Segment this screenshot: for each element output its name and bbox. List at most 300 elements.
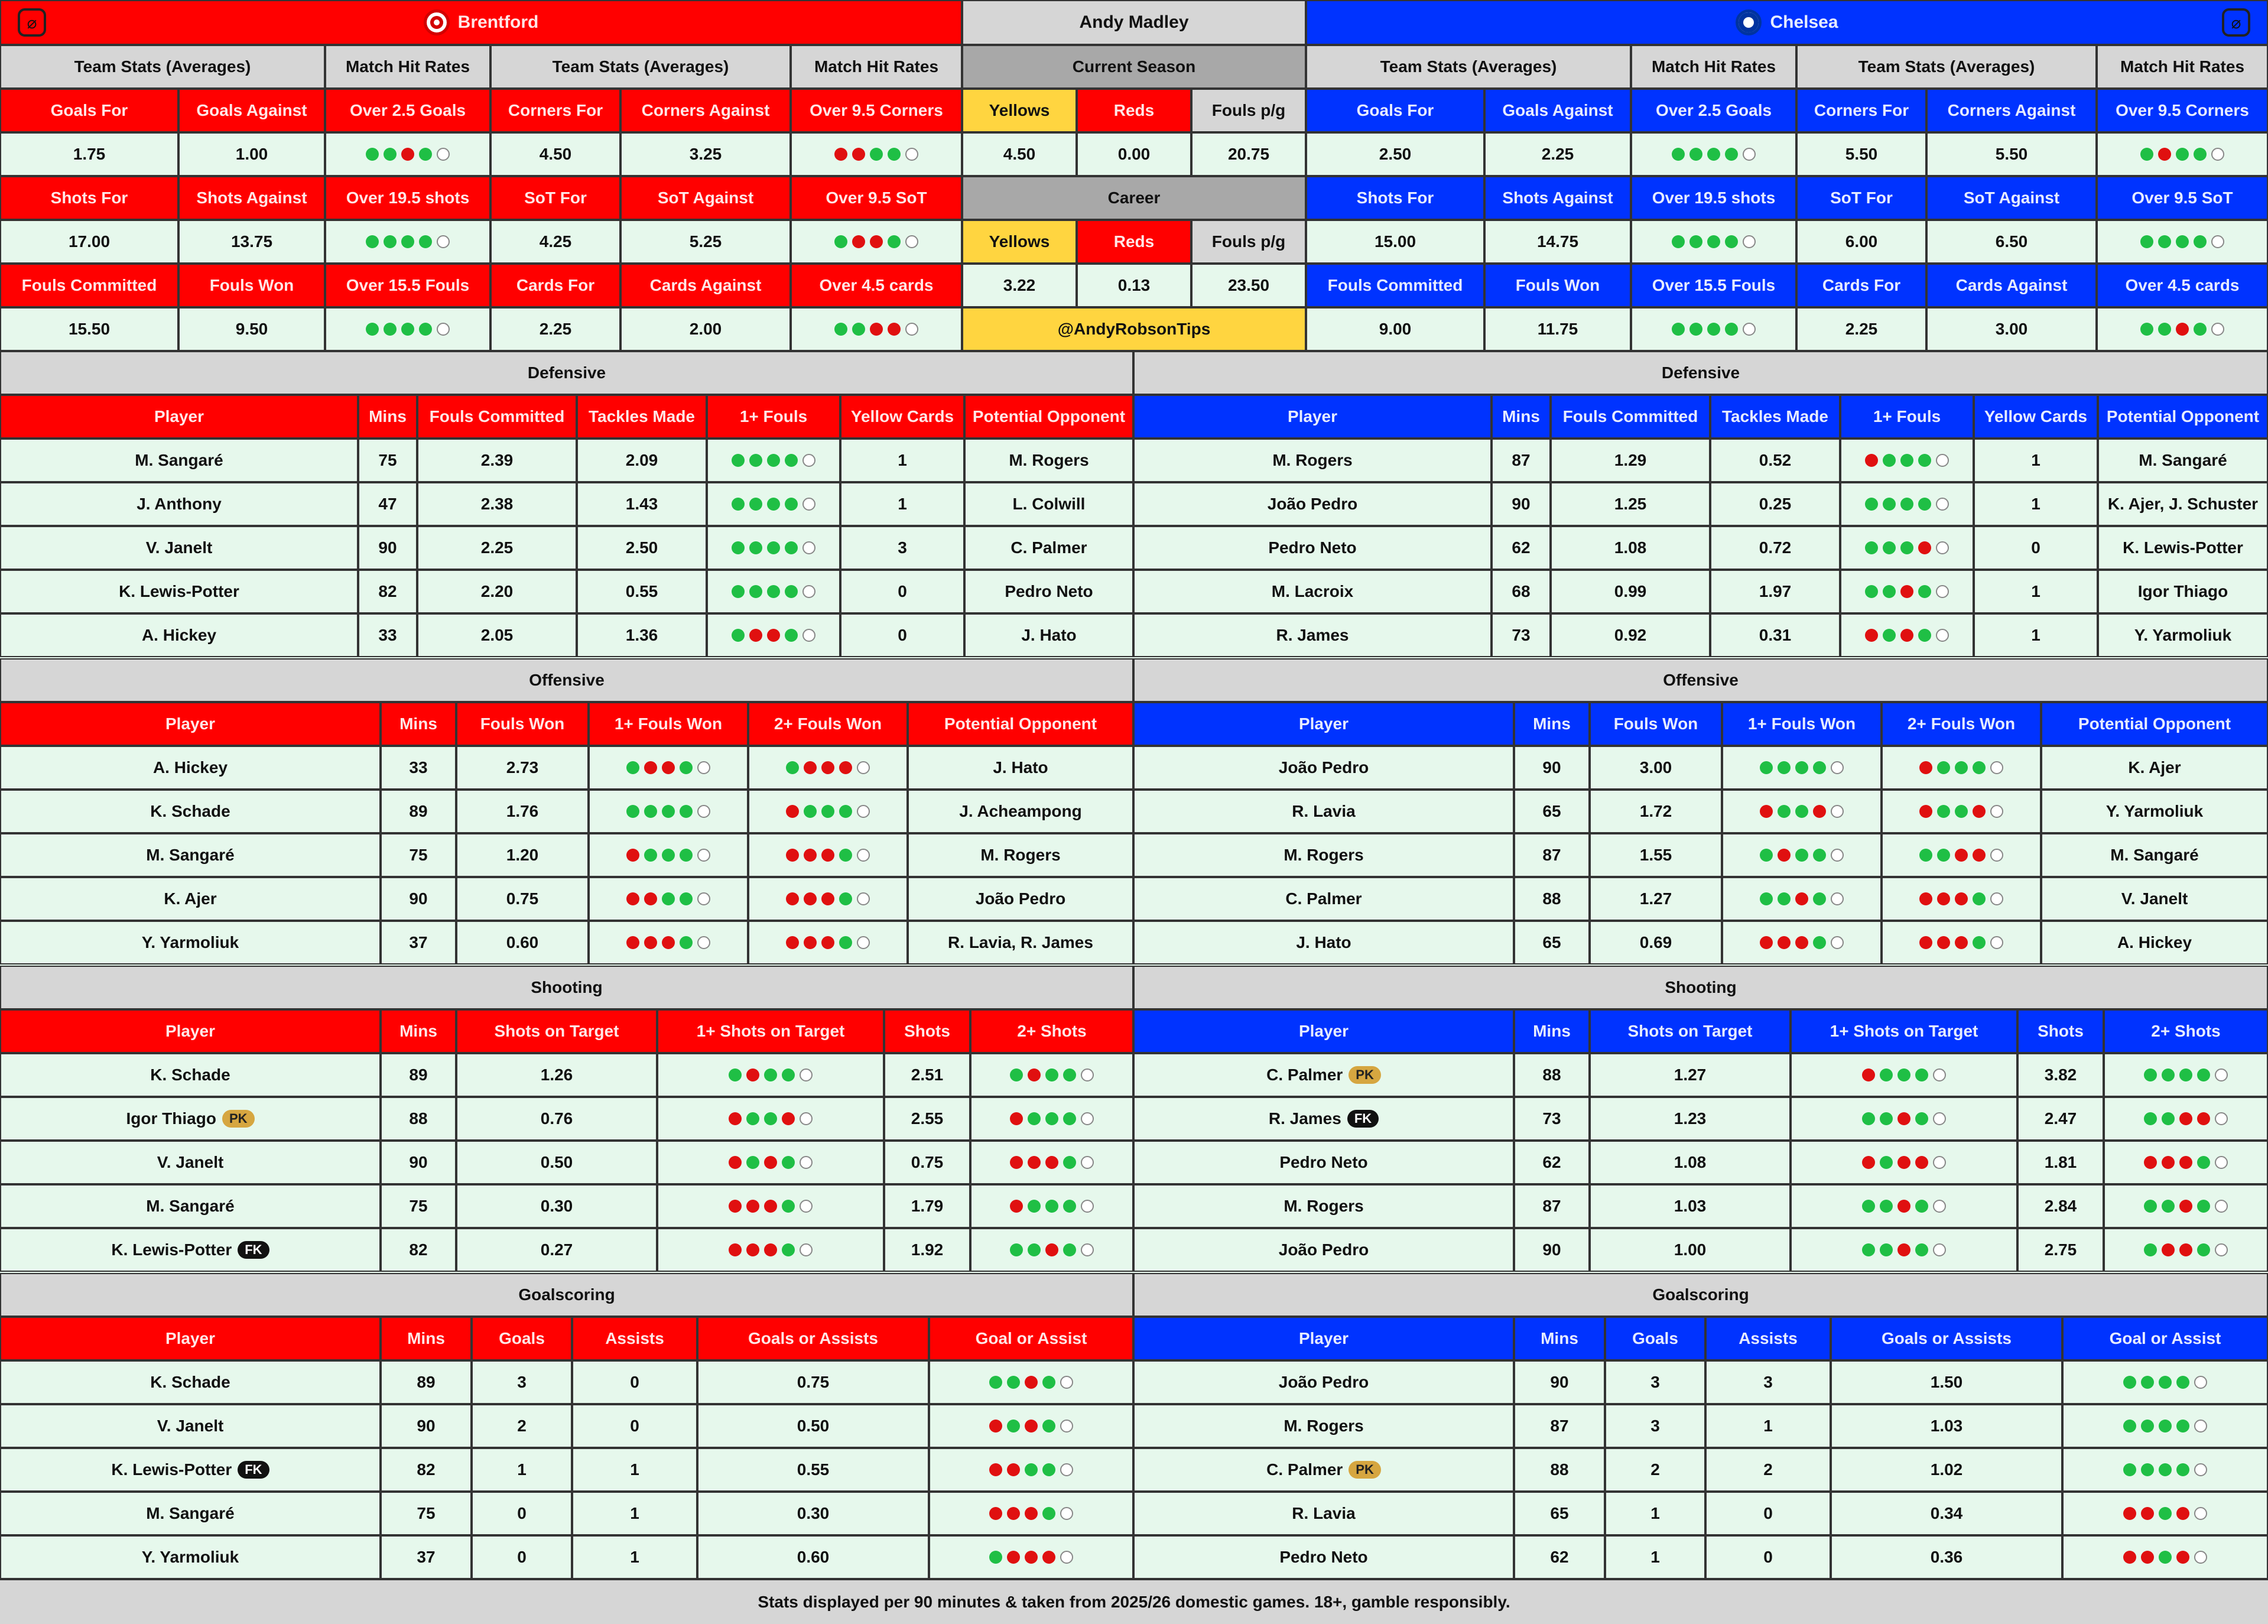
referee-fouls-label: Fouls p/g <box>1191 220 1306 264</box>
hit-dot <box>989 1376 1002 1389</box>
home-stat-header: Fouls Won <box>178 264 325 307</box>
away-stat-value: 5.50 <box>1926 132 2097 176</box>
home-stat-value: 2.25 <box>490 307 620 351</box>
hit-rate-cell <box>1791 1141 2017 1184</box>
hit-dot <box>680 805 693 818</box>
hit-rate-cell <box>748 833 908 877</box>
hit-dot <box>662 805 675 818</box>
hit-dot <box>1880 1112 1893 1125</box>
player-name: M. Sangaré <box>146 1197 235 1215</box>
home-column-header: 1+ Shots on Target <box>657 1009 884 1053</box>
stat-cell: Igor Thiago <box>2098 570 2268 613</box>
empty-dot <box>1990 892 2003 905</box>
penalty-taker-badge: PK <box>222 1110 255 1128</box>
empty-dot <box>1060 1463 1073 1476</box>
stat-cell: 75 <box>381 833 456 877</box>
hit-dot <box>644 849 657 862</box>
hit-rate-cell <box>589 921 748 964</box>
miss-dot <box>804 849 817 862</box>
away-column-header: Potential Opponent <box>2041 702 2268 746</box>
miss-dot <box>821 761 834 774</box>
hit-dot <box>2162 1200 2175 1213</box>
player-cell <box>1133 613 1492 657</box>
hit-dot <box>989 1551 1002 1564</box>
hit-dot <box>2144 1068 2157 1081</box>
miss-dot <box>989 1420 1002 1433</box>
player-name: Y. Yarmoliuk <box>141 933 239 951</box>
player-name: V. Janelt <box>145 538 213 557</box>
hit-rate-cell <box>1840 570 1974 613</box>
away-column-header: Yellow Cards <box>1974 395 2098 439</box>
miss-dot <box>644 761 657 774</box>
miss-dot <box>1025 1420 1038 1433</box>
stat-cell: 62 <box>1514 1535 1605 1579</box>
home-stat-value: 15.50 <box>0 307 178 351</box>
stat-cell: 87 <box>1514 1404 1605 1448</box>
hit-dot <box>662 892 675 905</box>
away-stat-header: Corners For <box>1796 89 1926 132</box>
chelsea-crest-icon <box>1736 9 1762 35</box>
player-name: M. Rogers <box>1284 1197 1364 1215</box>
away-hit-rate <box>1631 220 1796 264</box>
home-column-header: Shots <box>884 1009 970 1053</box>
empty-dot <box>1081 1243 1094 1256</box>
hit-dot <box>1883 585 1896 598</box>
hit-dot <box>680 892 693 905</box>
player-name: M. Sangaré <box>135 451 223 469</box>
miss-dot <box>1919 892 1932 905</box>
player-cell <box>0 877 381 921</box>
stat-cell: 0 <box>1974 526 2098 570</box>
player-cell <box>1133 1228 1514 1272</box>
stat-cell: Y. Yarmoliuk <box>2098 613 2268 657</box>
miss-dot <box>1937 936 1950 949</box>
hit-rate-cell <box>748 790 908 833</box>
empty-dot <box>800 1068 813 1081</box>
home-stat-value: 13.75 <box>178 220 325 264</box>
home-stat-value: 2.00 <box>620 307 791 351</box>
hit-dot <box>834 323 847 336</box>
home-stat-header: Shots For <box>0 176 178 220</box>
empty-dot <box>1936 498 1949 511</box>
stat-cell: 2.84 <box>2017 1184 2104 1228</box>
away-hit-rate <box>2097 307 2268 351</box>
player-cell <box>1133 1097 1514 1141</box>
home-hit-rate <box>325 220 490 264</box>
hit-dot <box>1672 148 1685 161</box>
stat-cell: J. Hato <box>964 613 1133 657</box>
home-column-header: Fouls Committed <box>417 395 577 439</box>
away-column-header: 2+ Shots <box>2104 1009 2268 1053</box>
empty-dot <box>1990 849 2003 862</box>
miss-dot <box>1973 849 1986 862</box>
miss-dot <box>1973 805 1986 818</box>
hit-rate-cell <box>929 1448 1133 1492</box>
hit-dot <box>680 936 693 949</box>
hit-dot <box>2194 148 2207 161</box>
stat-cell: L. Colwill <box>964 482 1133 526</box>
player-cell <box>1133 526 1492 570</box>
away-match-hit-rates-label: Match Hit Rates <box>2097 45 2268 89</box>
hit-rate-cell <box>2104 1053 2268 1097</box>
hit-dot <box>2141 1376 2154 1389</box>
miss-dot <box>662 936 675 949</box>
away-team-stats-label: Team Stats (Averages) <box>1306 45 1631 89</box>
hit-dot <box>2140 148 2153 161</box>
hit-dot <box>2158 235 2171 248</box>
stat-cell: 1.43 <box>577 482 707 526</box>
miss-dot <box>852 148 865 161</box>
miss-dot <box>1918 541 1931 554</box>
miss-dot <box>1010 1200 1023 1213</box>
away-column-header: Goals or Assists <box>1831 1317 2062 1360</box>
hit-dot <box>1063 1156 1076 1169</box>
miss-dot <box>1028 1068 1041 1081</box>
away-stat-header: SoT For <box>1796 176 1926 220</box>
miss-dot <box>1010 1156 1023 1169</box>
home-column-header: 1+ Fouls Won <box>589 702 748 746</box>
stat-cell: 90 <box>1514 1228 1590 1272</box>
current-season-label: Current Season <box>962 45 1306 89</box>
hit-dot <box>1813 761 1826 774</box>
home-stat-value: 9.50 <box>178 307 325 351</box>
stat-cell: 2.47 <box>2017 1097 2104 1141</box>
player-cell <box>1133 1360 1514 1404</box>
stat-cell: 0 <box>572 1404 697 1448</box>
stat-cell: 1 <box>1605 1535 1705 1579</box>
empty-dot <box>2211 323 2224 336</box>
stat-cell: 1 <box>572 1448 697 1492</box>
miss-dot <box>2179 1156 2192 1169</box>
miss-dot <box>1915 1156 1928 1169</box>
hit-dot <box>2197 1068 2210 1081</box>
stat-cell: 75 <box>358 439 417 482</box>
miss-dot <box>764 1243 777 1256</box>
hit-dot <box>767 585 780 598</box>
stat-cell: João Pedro <box>908 877 1133 921</box>
stat-cell: 3 <box>1705 1360 1831 1404</box>
home-column-header: Player <box>0 1317 381 1360</box>
hit-rate-cell <box>929 1404 1133 1448</box>
hit-dot <box>1955 805 1968 818</box>
hit-dot <box>749 585 762 598</box>
hit-rate-cell <box>707 613 840 657</box>
empty-dot <box>1831 761 1844 774</box>
hit-dot <box>2194 235 2207 248</box>
hit-dot <box>1042 1420 1055 1433</box>
stat-cell: 1.27 <box>1590 877 1722 921</box>
hit-dot <box>1045 1200 1058 1213</box>
hit-dot <box>2197 1200 2210 1213</box>
empty-dot <box>1936 629 1949 642</box>
empty-dot <box>802 454 815 467</box>
away-stat-header: Over 4.5 cards <box>2097 264 2268 307</box>
stat-cell: C. Palmer <box>964 526 1133 570</box>
stat-cell: 82 <box>381 1448 472 1492</box>
player-cell <box>0 1535 381 1579</box>
hit-dot <box>1955 761 1968 774</box>
player-name: A. Hickey <box>152 758 228 777</box>
home-column-header: Goal or Assist <box>929 1317 1133 1360</box>
stat-cell: 0.72 <box>1710 526 1840 570</box>
miss-dot <box>821 892 834 905</box>
miss-dot <box>2179 1243 2192 1256</box>
home-stat-header: Over 19.5 shots <box>325 176 490 220</box>
hit-rate-cell <box>1840 613 1974 657</box>
player-cell <box>0 613 358 657</box>
hit-dot <box>1045 1112 1058 1125</box>
hit-dot <box>1865 585 1878 598</box>
hit-dot <box>384 235 397 248</box>
home-stat-header: Over 2.5 Goals <box>325 89 490 132</box>
player-cell <box>1133 877 1514 921</box>
home-stat-header: SoT Against <box>620 176 791 220</box>
stat-cell: 1 <box>1974 613 2098 657</box>
hit-dot <box>852 323 865 336</box>
player-name: M. Rogers <box>1284 1417 1364 1435</box>
empty-dot <box>2194 1376 2207 1389</box>
hit-dot <box>1778 805 1791 818</box>
hit-dot <box>785 498 798 511</box>
hit-dot <box>366 323 379 336</box>
stat-cell: 0.69 <box>1590 921 1722 964</box>
miss-dot <box>821 936 834 949</box>
player-name: C. Palmer <box>1285 889 1362 908</box>
away-column-header: Goals <box>1605 1317 1705 1360</box>
hit-rate-cell <box>1722 833 1882 877</box>
miss-dot <box>821 849 834 862</box>
player-name: A. Hickey <box>141 626 217 644</box>
player-name: R. Lavia <box>1292 802 1356 820</box>
away-stat-header: Over 9.5 SoT <box>2097 176 2268 220</box>
hit-rate-cell <box>707 482 840 526</box>
home-team-stats-label: Team Stats (Averages) <box>0 45 325 89</box>
hit-dot <box>1760 892 1773 905</box>
home-column-header: Player <box>0 702 381 746</box>
miss-dot <box>626 892 639 905</box>
player-cell <box>1133 1448 1514 1492</box>
empty-dot <box>802 498 815 511</box>
stat-cell: 90 <box>1514 746 1590 790</box>
referee-fouls-value: 20.75 <box>1191 132 1306 176</box>
stat-cell: 0.75 <box>456 877 589 921</box>
player-cell <box>0 1097 381 1141</box>
home-stat-value: 4.50 <box>490 132 620 176</box>
empty-dot <box>802 585 815 598</box>
hit-rate-cell <box>657 1053 884 1097</box>
hit-dot <box>1880 1068 1893 1081</box>
stat-cell: 1 <box>840 482 964 526</box>
hit-dot <box>749 541 762 554</box>
empty-dot <box>802 541 815 554</box>
player-cell <box>0 921 381 964</box>
empty-dot <box>1990 805 2003 818</box>
stat-cell: 75 <box>381 1184 456 1228</box>
hit-dot <box>2176 235 2189 248</box>
empty-dot <box>697 892 710 905</box>
hit-dot <box>1007 1376 1020 1389</box>
player-cell <box>1133 439 1492 482</box>
player-cell <box>0 482 358 526</box>
hit-dot <box>1865 498 1878 511</box>
brand-logo-icon: ⌀ <box>2222 8 2250 37</box>
home-hit-rate <box>325 307 490 351</box>
hit-dot <box>1778 892 1791 905</box>
stat-cell: 1.55 <box>1590 833 1722 877</box>
miss-dot <box>2179 1112 2192 1125</box>
stat-cell: V. Janelt <box>2041 877 2268 921</box>
empty-dot <box>437 323 450 336</box>
stat-cell: 2.05 <box>417 613 577 657</box>
hit-rate-cell <box>2062 1448 2268 1492</box>
referee-yellows-value: 4.50 <box>962 132 1077 176</box>
stat-cell: 47 <box>358 482 417 526</box>
empty-dot <box>857 761 870 774</box>
hit-dot <box>732 498 745 511</box>
stat-cell: 88 <box>1514 1448 1605 1492</box>
hit-rate-cell <box>657 1184 884 1228</box>
hit-dot <box>2159 1463 2172 1476</box>
away-stat-value: 14.75 <box>1484 220 1631 264</box>
home-column-header: 2+ Fouls Won <box>748 702 908 746</box>
stat-cell: 1.36 <box>577 613 707 657</box>
stat-cell: 0.55 <box>697 1448 929 1492</box>
hit-rate-cell <box>2104 1097 2268 1141</box>
home-stat-header: Over 9.5 SoT <box>791 176 962 220</box>
away-stat-header: Cards Against <box>1926 264 2097 307</box>
hit-dot <box>1813 936 1826 949</box>
hit-dot <box>732 454 745 467</box>
home-offensive-section-title: Offensive <box>0 658 1133 702</box>
hit-rate-cell <box>748 877 908 921</box>
player-name: C. Palmer <box>1266 1460 1343 1479</box>
empty-dot <box>1060 1420 1073 1433</box>
hit-rate-cell <box>1882 746 2041 790</box>
miss-dot <box>746 1243 759 1256</box>
player-cell <box>0 1360 381 1404</box>
empty-dot <box>800 1243 813 1256</box>
miss-dot <box>1900 585 1913 598</box>
home-column-header: Assists <box>572 1317 697 1360</box>
away-stat-header: Over 2.5 Goals <box>1631 89 1796 132</box>
miss-dot <box>786 892 799 905</box>
miss-dot <box>1919 936 1932 949</box>
stat-cell: 2 <box>472 1404 572 1448</box>
miss-dot <box>746 1068 759 1081</box>
away-stat-value: 6.00 <box>1796 220 1926 264</box>
hit-dot <box>366 148 379 161</box>
hit-dot <box>782 1068 795 1081</box>
hit-dot <box>1919 849 1932 862</box>
away-goalscoring-section-title: Goalscoring <box>1133 1273 2268 1317</box>
miss-dot <box>1900 629 1913 642</box>
hit-dot <box>2144 1200 2157 1213</box>
referee-reds-label: Reds <box>1077 89 1191 132</box>
stat-cell: 0.60 <box>697 1535 929 1579</box>
stat-cell: 2.25 <box>417 526 577 570</box>
player-name: M. Lacroix <box>1271 582 1354 600</box>
stat-cell: 0.92 <box>1551 613 1710 657</box>
away-column-header: 1+ Shots on Target <box>1791 1009 2017 1053</box>
hit-dot <box>1900 454 1913 467</box>
stat-cell: 1.97 <box>1710 570 1840 613</box>
miss-dot <box>662 761 675 774</box>
stat-cell: A. Hickey <box>2041 921 2268 964</box>
miss-dot <box>804 761 817 774</box>
away-hit-rate <box>2097 132 2268 176</box>
hit-dot <box>1813 849 1826 862</box>
stat-cell: 75 <box>381 1492 472 1535</box>
hit-rate-cell <box>2062 1404 2268 1448</box>
away-defensive-section-title: Defensive <box>1133 351 2268 395</box>
hit-dot <box>839 936 852 949</box>
player-cell <box>0 1404 381 1448</box>
miss-dot <box>2144 1156 2157 1169</box>
empty-dot <box>857 936 870 949</box>
hit-rate-cell <box>2062 1360 2268 1404</box>
empty-dot <box>1933 1200 1946 1213</box>
hit-dot <box>2162 1068 2175 1081</box>
player-cell <box>1133 570 1492 613</box>
miss-dot <box>786 849 799 862</box>
stat-cell: 65 <box>1514 921 1590 964</box>
player-name: K. Ajer <box>164 889 217 908</box>
hit-rate-cell <box>1791 1097 2017 1141</box>
stat-cell: 0 <box>1705 1492 1831 1535</box>
stat-cell: J. Acheampong <box>908 790 1133 833</box>
stat-cell: K. Ajer, J. Schuster <box>2098 482 2268 526</box>
away-column-header: Player <box>1133 1009 1514 1053</box>
miss-dot <box>626 936 639 949</box>
empty-dot <box>2194 1420 2207 1433</box>
stat-cell: 1 <box>572 1492 697 1535</box>
hit-dot <box>746 1156 759 1169</box>
home-stat-value: 5.25 <box>620 220 791 264</box>
hit-dot <box>782 1243 795 1256</box>
player-name: Pedro Neto <box>1268 538 1357 557</box>
hit-rate-cell <box>970 1097 1133 1141</box>
hit-dot <box>1028 1243 1041 1256</box>
miss-dot <box>729 1156 742 1169</box>
stat-cell: 90 <box>358 526 417 570</box>
miss-dot <box>1007 1463 1020 1476</box>
hit-dot <box>1883 454 1896 467</box>
empty-dot <box>2215 1243 2228 1256</box>
player-name: K. Lewis-Potter <box>111 1240 232 1259</box>
home-stat-header: Cards Against <box>620 264 791 307</box>
miss-dot <box>1778 936 1791 949</box>
stat-cell: 37 <box>381 1535 472 1579</box>
free-kick-taker-badge: FK <box>238 1241 269 1259</box>
stat-cell: 82 <box>358 570 417 613</box>
hit-dot <box>749 498 762 511</box>
stat-cell: 89 <box>381 790 456 833</box>
player-name: J. Anthony <box>137 495 222 513</box>
stat-cell: 1.20 <box>456 833 589 877</box>
empty-dot <box>905 323 918 336</box>
hit-rate-cell <box>2104 1228 2268 1272</box>
miss-dot <box>1865 454 1878 467</box>
miss-dot <box>1760 805 1773 818</box>
miss-dot <box>1937 892 1950 905</box>
player-name: R. James <box>1276 626 1349 644</box>
stat-cell: 90 <box>381 1404 472 1448</box>
home-stat-value: 1.75 <box>0 132 178 176</box>
home-match-hit-rates-label: Match Hit Rates <box>791 45 962 89</box>
away-stat-value: 9.00 <box>1306 307 1484 351</box>
away-team-name: Chelsea <box>1770 12 1838 32</box>
player-name: K. Schade <box>150 802 230 820</box>
